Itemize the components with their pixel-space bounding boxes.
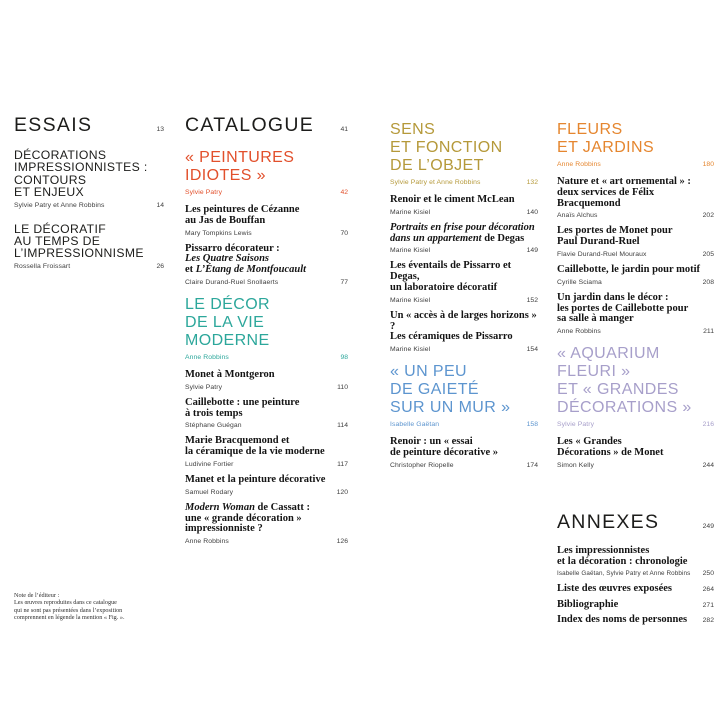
section-page-number: 216	[702, 421, 714, 429]
entry-author: Anne Robbins	[557, 328, 601, 336]
title-line	[185, 265, 348, 276]
entry-page-number: 152	[526, 296, 538, 304]
title-line: Caillebotte, le jardin pour motif	[557, 263, 701, 275]
entry-page-number: 120	[336, 488, 348, 496]
title-segment: de Cassatt :	[254, 501, 311, 513]
section-author: Anne Robbins	[185, 353, 229, 361]
title-line: sa salle à manger	[557, 313, 634, 325]
title-line: Les céramiques de Pissarro	[390, 331, 513, 343]
entry-title: Index des noms de personnes	[557, 613, 688, 625]
toc-entry-renoir-mclean	[390, 195, 538, 216]
essais-page-number: 13	[156, 126, 164, 133]
entry-page-number: 244	[702, 461, 714, 469]
entry-title	[185, 244, 348, 276]
essais-title: ESSAIS	[14, 114, 93, 136]
toc-column-essais	[14, 116, 164, 284]
title-line: Pissarro décorateur :	[185, 242, 280, 254]
title-line: Les impressionnistes	[557, 544, 650, 556]
entry-author: Simon Kelly	[557, 461, 594, 469]
entry-byline	[557, 328, 714, 335]
section-heading	[390, 363, 538, 417]
toc-entry-portraits-frise-degas	[390, 223, 538, 255]
entry-author: Cyrille Sciama	[557, 278, 602, 286]
toc-entry-caillebotte-jardin-motif	[557, 265, 714, 286]
entry-title	[390, 311, 538, 343]
section-author: Sylvie Patry et Anne Robbins	[390, 179, 481, 186]
section-byline	[557, 161, 714, 168]
title-line: Les « Grandes	[557, 436, 622, 448]
entry-title	[557, 546, 714, 568]
title-segment-italic: Modern Woman	[185, 501, 255, 513]
heading-line: SENS	[390, 121, 436, 138]
title-line: Paul Durand-Ruel	[557, 236, 640, 248]
entry-byline	[390, 247, 538, 254]
title-line: et la décoration : chronologie	[557, 555, 688, 567]
entry-byline	[185, 538, 348, 545]
title-line: la céramique de la vie moderne	[185, 446, 325, 458]
section-un-peu-de-gaiete	[390, 363, 538, 428]
entry-title	[185, 398, 348, 420]
title-line: CONTOURS	[14, 172, 87, 187]
section-page-number: 98	[340, 353, 348, 361]
toc-entry-portes-monet	[557, 226, 714, 258]
toc-entry-bracquemond-ceramique	[185, 436, 348, 468]
essais-heading-row	[14, 116, 164, 135]
heading-line: « AQUARIUM	[557, 345, 660, 363]
entry-author: Samuel Rodary	[185, 488, 234, 496]
title-line: les portes de Caillebotte pour	[557, 302, 689, 314]
entry-title: Bibliographie	[557, 598, 619, 610]
title-line: DÉCORATIONS	[14, 148, 107, 162]
essay-title	[14, 149, 164, 199]
heading-line: SUR UN MUR »	[390, 399, 511, 417]
toc-entry-grandes-decorations-monet	[557, 437, 714, 469]
section-heading	[185, 149, 348, 185]
heading-line: FLEURS	[557, 121, 623, 138]
annexes-heading-row	[557, 510, 714, 533]
title-line	[185, 503, 348, 514]
annexes-page-number: 249	[702, 522, 714, 530]
entry-author: Anaïs Alchus	[557, 212, 598, 220]
title-line: Manet et la peinture décorative	[185, 473, 326, 485]
toc-entry-services-bracquemond	[557, 177, 714, 219]
entry-byline	[185, 230, 348, 237]
toc-column-fleurs-annexes	[557, 121, 714, 630]
entry-title	[185, 436, 348, 458]
title-line: une « grande décoration »	[185, 512, 302, 524]
section-page-number: 42	[340, 189, 348, 196]
entry-page-number: 149	[526, 247, 538, 255]
title-line: AU TEMPS DE	[14, 234, 101, 249]
entry-byline	[185, 422, 348, 429]
essay-page-number: 14	[156, 201, 164, 209]
entry-page-number: 174	[526, 461, 538, 469]
section-page-number: 132	[526, 179, 538, 186]
toc-entry-bibliographie	[557, 600, 714, 611]
toc-entry-monet-montgeron	[185, 370, 348, 391]
section-decor-vie-moderne	[185, 296, 348, 361]
entry-title: Liste des œuvres exposées	[557, 583, 673, 595]
essay-page-number: 26	[156, 262, 164, 270]
toc-entry-ceramiques-pissarro	[390, 311, 538, 353]
heading-line: IDIOTES »	[185, 167, 266, 184]
entry-byline	[185, 461, 348, 468]
entry-byline	[557, 279, 714, 286]
heading-line: « PEINTURES	[185, 149, 295, 166]
entry-title	[557, 265, 714, 276]
title-line: Les éventails de Pissarro et Degas,	[390, 260, 512, 283]
entry-title	[557, 226, 714, 248]
section-sens-fonction-objet	[390, 121, 538, 186]
section-byline	[390, 179, 538, 186]
section-author: Sylvie Patry	[185, 189, 223, 196]
entry-title	[185, 503, 348, 535]
section-heading	[185, 296, 348, 350]
heading-line: MODERNE	[185, 331, 270, 349]
essay-author: Rossella Froissart	[14, 262, 71, 270]
essay-byline	[14, 263, 164, 270]
entry-page-number: 211	[703, 328, 714, 336]
toc-column-sens-objet	[390, 121, 538, 476]
toc-entry-renoir-essai-decoratif	[390, 437, 538, 469]
section-byline	[390, 421, 538, 428]
essay-byline	[14, 202, 164, 209]
essay-decorations-impressionnistes	[14, 149, 164, 209]
entry-author: Marine Kisiel	[390, 346, 431, 354]
title-line: LE DÉCORATIF	[14, 221, 107, 236]
entry-byline	[557, 570, 714, 577]
title-line: Les portes de Monet pour	[557, 225, 673, 237]
section-heading	[557, 121, 714, 157]
heading-line: FLEURI »	[557, 363, 631, 381]
heading-line: DE GAIETÉ	[390, 381, 479, 399]
entry-author: Sylvie Patry	[185, 383, 223, 391]
note-line: qui ne sont pas présentées dans l’exposition	[14, 606, 123, 614]
entry-title	[390, 195, 538, 206]
entry-page-number: 205	[702, 250, 714, 258]
entry-author: Claire Durand-Ruel Snollaerts	[185, 278, 279, 286]
heading-line: ET « GRANDES	[557, 381, 679, 399]
entry-page-number: 114	[337, 422, 348, 430]
entry-page-number: 77	[340, 278, 348, 286]
section-byline	[185, 354, 348, 361]
title-line: Décorations » de Monet	[557, 446, 664, 458]
entry-author: Marine Kisiel	[390, 296, 431, 304]
title-segment: et	[185, 264, 196, 276]
toc-entry-manet-peinture-decorative	[185, 475, 348, 496]
heading-line: ET JARDINS	[557, 139, 655, 156]
heading-line: LE DÉCOR	[185, 295, 270, 313]
heading-line: DE L’OBJET	[390, 157, 484, 174]
title-line: un laboratoire décoratif	[390, 281, 498, 293]
entry-author: Stéphane Guégan	[185, 422, 242, 430]
title-line: impressionniste ?	[185, 523, 263, 535]
toc-entry-modern-woman-cassatt	[185, 503, 348, 545]
essay-decoratif-impressionnisme	[14, 223, 164, 270]
title-segment-italic: dans un appartement	[390, 232, 482, 244]
section-author: Anne Robbins	[557, 161, 601, 168]
entry-byline	[557, 462, 714, 469]
entry-page-number: 140	[526, 208, 538, 216]
section-author: Isabelle Gaëtan	[390, 421, 440, 429]
toc-entry-liste-oeuvres	[557, 584, 714, 595]
entry-title	[185, 205, 348, 227]
title-line: Renoir : un « essai	[390, 436, 473, 448]
title-line: au Jas de Bouffan	[185, 214, 266, 226]
entry-byline	[557, 251, 714, 258]
section-page-number: 158	[526, 421, 538, 429]
title-line: Un jardin dans le décor :	[557, 291, 669, 303]
entry-byline	[390, 462, 538, 469]
title-line: de peinture décorative »	[390, 446, 498, 458]
heading-line: DE LA VIE	[185, 313, 265, 331]
entry-author: Mary Tompkins Lewis	[185, 229, 252, 237]
entry-title	[557, 177, 714, 209]
heading-line: « UN PEU	[390, 363, 467, 381]
section-page-number: 180	[702, 161, 714, 168]
entry-title	[390, 437, 538, 459]
entry-byline	[390, 209, 538, 216]
title-line: deux services de Félix Bracquemond	[557, 186, 655, 209]
title-line: Renoir et le ciment McLean	[390, 194, 515, 205]
entry-page-number: 282	[702, 616, 714, 624]
entry-page-number: 126	[336, 538, 348, 546]
title-line-italic: Les Quatre Saisons	[185, 253, 270, 265]
essay-author: Sylvie Patry et Anne Robbins	[14, 201, 105, 209]
title-line: Caillebotte : une peinture	[185, 396, 300, 408]
heading-line: DÉCORATIONS »	[557, 399, 692, 417]
note-line: Note de l’éditeur :	[14, 592, 60, 599]
toc-entry-index-personnes	[557, 615, 714, 626]
entry-author: Christopher Riopelle	[390, 461, 454, 469]
title-line: Les peintures de Cézanne	[185, 204, 300, 215]
title-line: Monet à Montgeron	[185, 368, 275, 380]
entry-byline	[390, 297, 538, 304]
toc-entry-chronologie	[557, 546, 714, 578]
entry-byline	[557, 212, 714, 219]
catalogue-title: CATALOGUE	[185, 114, 315, 136]
section-heading	[557, 345, 714, 417]
entry-author: Marine Kisiel	[390, 247, 431, 255]
entry-page-number: 208	[702, 278, 714, 286]
section-byline	[185, 189, 348, 196]
title-line: Un « accès à de larges horizons » ?	[390, 309, 537, 332]
entry-page-number: 250	[702, 570, 714, 578]
editor-note	[14, 592, 164, 621]
section-aquarium-fleuri	[557, 345, 714, 428]
entry-author: Marine Kisiel	[390, 208, 431, 216]
toc-entry-jardin-dans-le-decor	[557, 293, 714, 335]
entry-title	[185, 475, 348, 486]
title-line-italic: Portraits en frise pour décoration	[390, 221, 535, 233]
toc-column-catalogue	[185, 116, 348, 552]
section-author: Sylvie Patry	[557, 421, 595, 429]
entry-page-number: 271	[702, 601, 714, 609]
entry-author: Isabelle Gaëtan, Sylvie Patry et Anne Robbins	[557, 570, 691, 578]
essay-title	[14, 223, 164, 260]
section-fleurs-jardins	[557, 121, 714, 168]
toc-entry-pissarro-decorateur	[185, 244, 348, 286]
entry-title	[557, 293, 714, 325]
entry-byline	[185, 384, 348, 391]
toc-entry-eventails-pissarro-degas	[390, 261, 538, 303]
entry-page-number: 154	[526, 346, 538, 354]
entry-title	[390, 223, 538, 245]
title-line: ET ENJEUX	[14, 185, 84, 200]
catalogue-page-number: 41	[340, 126, 348, 133]
title-line: Marie Bracquemond et	[185, 435, 290, 447]
entry-title	[390, 261, 538, 293]
catalogue-heading-row	[185, 116, 348, 135]
note-line: Les œuvres reproduites dans ce catalogue	[14, 599, 117, 607]
title-line	[390, 234, 538, 245]
section-peintures-idiotes	[185, 149, 348, 196]
entry-author: Anne Robbins	[185, 538, 229, 546]
section-byline	[557, 421, 714, 428]
title-line: IMPRESSIONNISTES :	[14, 160, 148, 175]
entry-title	[557, 437, 714, 459]
entry-byline	[185, 489, 348, 496]
note-line: comprennent en légende la mention « Fig. ».	[14, 613, 125, 621]
annexes-title: ANNEXES	[557, 510, 660, 533]
title-segment-italic: L’Étang de Montfoucault	[195, 264, 307, 276]
title-line: Nature et « art ornemental » :	[557, 176, 691, 187]
title-line: L’IMPRESSIONNISME	[14, 246, 144, 261]
title-segment: de Degas	[481, 232, 525, 244]
toc-entry-cezanne	[185, 205, 348, 237]
entry-byline	[185, 279, 348, 286]
entry-page-number: 110	[337, 383, 348, 391]
entry-page-number: 70	[340, 229, 348, 237]
entry-page-number: 202	[702, 212, 714, 220]
entry-page-number: 117	[337, 460, 348, 468]
toc-entry-caillebotte-trois-temps	[185, 398, 348, 430]
entry-author: Ludivine Fortier	[185, 460, 234, 468]
title-line: à trois temps	[185, 407, 243, 419]
section-heading	[390, 121, 538, 175]
entry-page-number: 264	[702, 586, 714, 594]
entry-title	[185, 370, 348, 381]
heading-line: ET FONCTION	[390, 139, 503, 156]
entry-author: Flavie Durand-Ruel Mouraux	[557, 250, 647, 258]
entry-byline	[390, 346, 538, 353]
